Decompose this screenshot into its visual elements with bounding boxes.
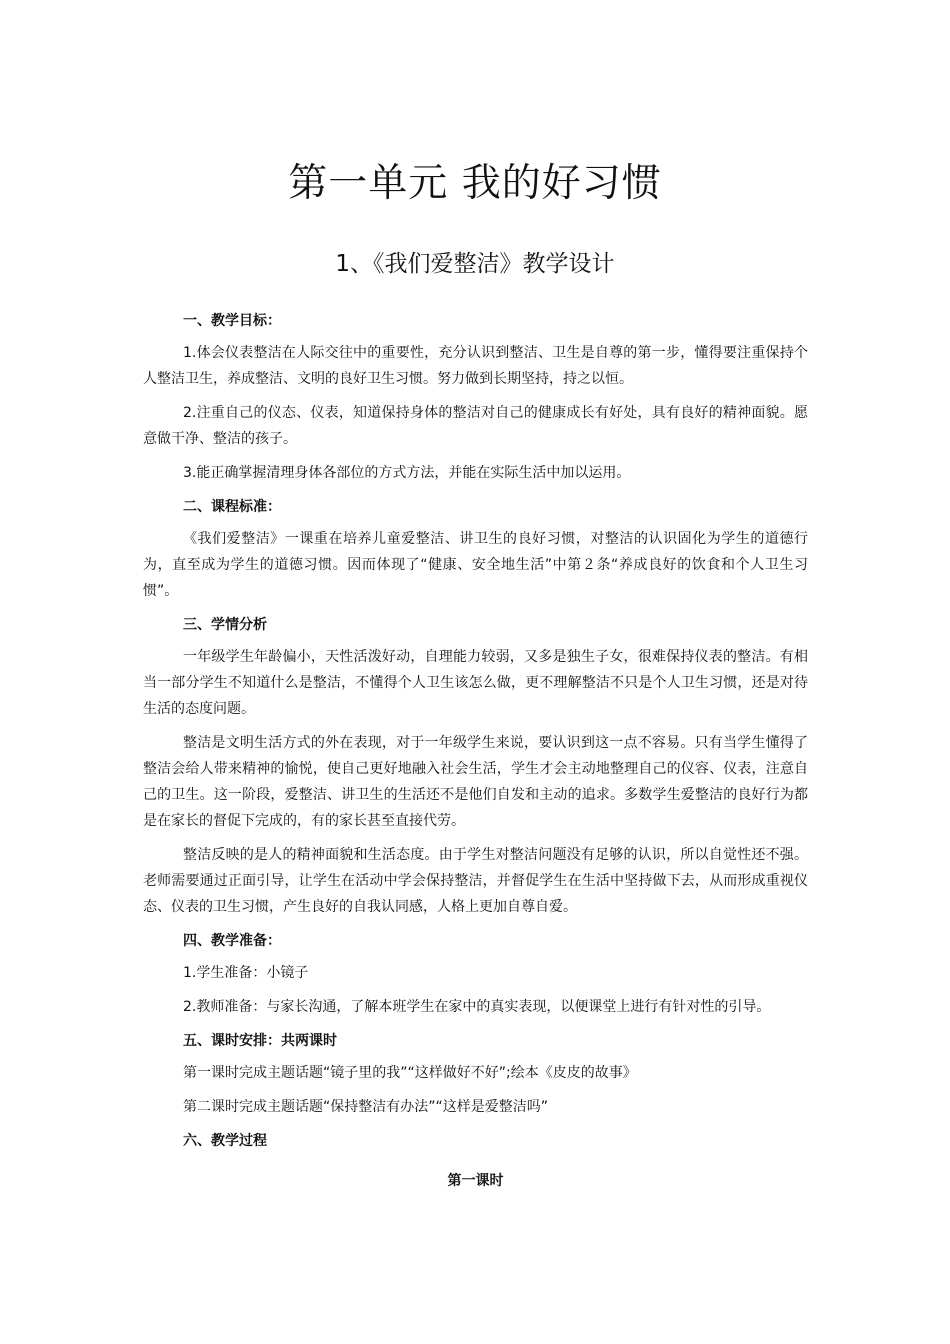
page-title: 第一单元 我的好习惯 [288, 161, 662, 206]
lesson-1-heading: 第一课时 [447, 1173, 504, 1189]
section-heading-process: 六、教学过程 [183, 1133, 267, 1149]
preparation-teacher: 2.教师准备：与家长沟通，了解本班学生在家中的真实表现，以便课堂上进行有针对性的引导。 [183, 999, 771, 1015]
section-heading-standards: 二、课程标准： [183, 499, 281, 515]
document-body [143, 308, 808, 1194]
objective-2: 2.注重自己的仪态、仪表，知道保持身体的整洁对自己的健康成长有好处，具有良好的精神面貌。愿意做干净、整洁的孩子。 [143, 405, 808, 447]
section-heading-preparation: 四、教学准备： [183, 933, 281, 949]
objective-3: 3.能正确掌握清理身体各部位的方式方法，并能在实际生活中加以运用。 [183, 465, 631, 481]
preparation-student: 1.学生准备：小镜子 [183, 965, 309, 981]
section-heading-analysis: 三、学情分析 [183, 617, 267, 633]
section-heading-objectives: 一、教学目标： [183, 313, 281, 329]
objective-1: 1.体会仪表整洁在人际交往中的重要性，充分认识到整洁、卫生是自尊的第一步，懂得要注重保持个人整洁卫生，养成整洁、文明的良好卫生习惯。努力做到长期坚持，持之以恒。 [143, 345, 808, 387]
schedule-lesson-2: 第二课时完成主题话题“保持整洁有办法”“这样是爱整洁吗” [183, 1099, 549, 1115]
analysis-paragraph-3: 整洁反映的是人的精神面貌和生活态度。由于学生对整洁问题没有足够的认识，所以自觉性还不强。老师需要通过正面引导，让学生在活动中学会保持整洁，并督促学生在生活中坚持做下去，从而形成重视仪态、仪表的卫生习惯，产生良好的自我认同感，人格上更加自尊自爱。 [143, 847, 808, 915]
section-heading-schedule: 五、课时安排：共两课时 [183, 1033, 337, 1049]
lesson-title: 1、《我们爱整洁》教学设计 [335, 251, 615, 277]
analysis-paragraph-1: 一年级学生年龄偏小，天性活泼好动，自理能力较弱，又多是独生子女，很难保持仪表的整洁。有相当一部分学生不知道什么是整洁，不懂得个人卫生该怎么做，更不理解整洁不只是个人卫生习惯，还是对待生活的态度问题。 [143, 649, 808, 717]
schedule-lesson-1: 第一课时完成主题话题“镜子里的我”“这样做好不好”;绘本《皮皮的故事》 [183, 1065, 637, 1081]
standards-paragraph: 《我们爱整洁》一课重在培养儿童爱整洁、讲卫生的良好习惯，对整洁的认识固化为学生的道德行为，直至成为学生的道德习惯。因而体现了“健康、安全地生活”中第２条“养成良好的饮食和个人卫生习惯”。 [143, 531, 808, 599]
analysis-paragraph-2: 整洁是文明生活方式的外在表现，对于一年级学生来说，要认识到这一点不容易。只有当学生懂得了整洁会给人带来精神的愉悦，使自己更好地融入社会生活，学生才会主动地整理自己的仪容、仪表，注意自己的卫生。这一阶段，爱整洁、讲卫生的生活还不是他们自发和主动的追求。多数学生爱整洁的良好行为都是在家长的督促下完成的，有的家长甚至直接代劳。 [143, 735, 808, 829]
